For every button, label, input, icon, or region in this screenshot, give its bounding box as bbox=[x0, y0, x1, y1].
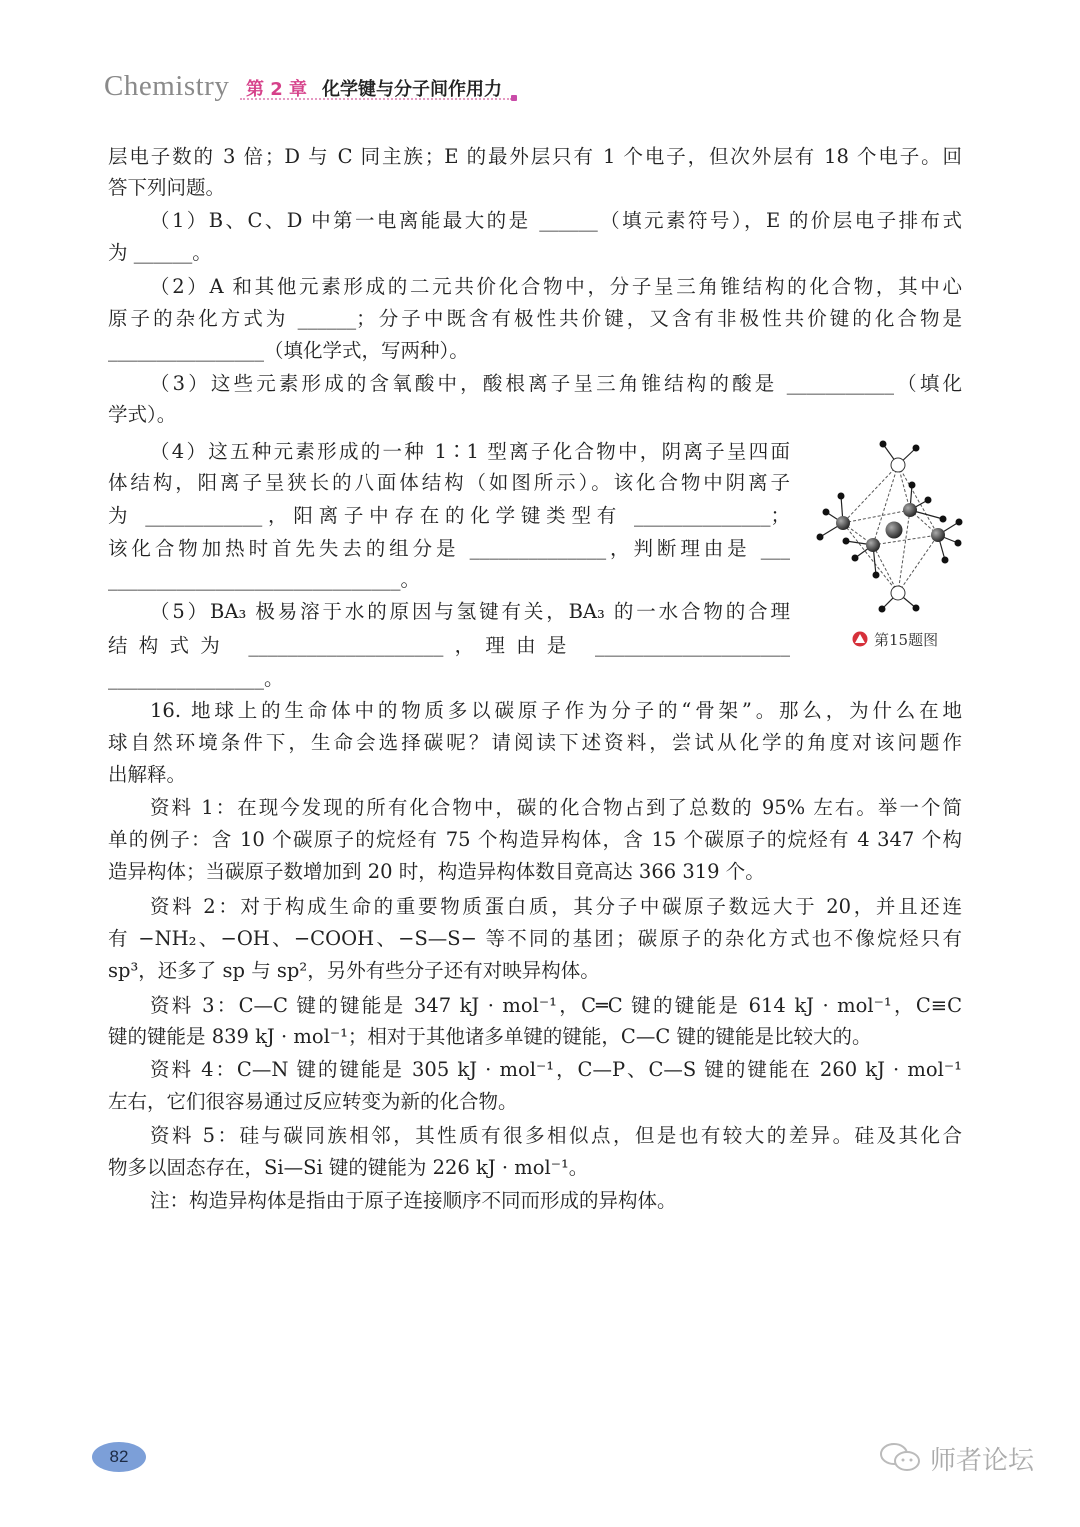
watermark: 师者论坛 bbox=[930, 1446, 1035, 1476]
chapter-number: 第 2 章 bbox=[246, 79, 308, 100]
wechat-icon bbox=[878, 1440, 924, 1478]
material-3: 资料 3：C—C 键的键能是 347 kJ · mol⁻¹，C═C 键的键能是 614 kJ · mol⁻¹，C≡C bbox=[150, 994, 962, 1017]
text-line: 造异构体；当碳原子数增加到 20 时，构造异构体数目竟高达 366 319 个。 bbox=[108, 860, 765, 883]
text-line: 球自然环境条件下，生命会选择碳呢？请阅读下述资料，尝试从化学的角度对该问题作 bbox=[108, 731, 962, 754]
text-line: 单的例子：含 10 个碳原子的烷烃有 75 个构造异构体，含 15 个碳原子的烷烃有 4 347 个构 bbox=[108, 828, 962, 851]
text-line: ________________。 bbox=[108, 667, 284, 690]
text-line: 层电子数的 3 倍；D 与 C 同主族；E 的最外层只有 1 个电子，但次外层有 18 个电子。回 bbox=[108, 145, 962, 168]
text-line: sp³，还多了 sp 与 sp²，另外有些分子还有对映异构体。 bbox=[108, 959, 600, 982]
note: 注：构造异构体是指由于原子连接顺序不同而形成的异构体。 bbox=[150, 1189, 677, 1212]
chapter-title: 化学键与分子间作用力 bbox=[322, 79, 502, 100]
question-15-3: （3）这些元素形成的含氧酸中，酸根离子呈三角锥结构的酸是 ___________（填化 bbox=[150, 372, 962, 395]
text-line: ________________（填化学式，写两种）。 bbox=[108, 339, 469, 362]
text-line: 结构式为 ____________________，理由是 ____________________ bbox=[108, 634, 790, 657]
material-2: 资料 2：对于构成生命的重要物质蛋白质，其分子中碳原子数远大于 20，并且还连 bbox=[150, 895, 962, 918]
text-line: 答下列问题。 bbox=[108, 176, 226, 199]
text-line: 物多以固态存在，Si—Si 键的键能为 226 kJ · mol⁻¹。 bbox=[108, 1156, 589, 1179]
question-15-5: （5）BA₃ 极易溶于水的原因与氢键有关，BA₃ 的一水合物的合理 bbox=[150, 600, 790, 623]
header-rule-end-dot bbox=[511, 95, 517, 101]
text-line: 键的键能是 839 kJ · mol⁻¹；相对于其他诸多单键的键能，C—C 键的键能是比较大的。 bbox=[108, 1025, 872, 1048]
text-line: ______________________________。 bbox=[108, 568, 420, 591]
header-dotted-rule bbox=[240, 98, 512, 100]
question-15-1: （1）B、C、D 中第一电离能最大的是 ______（填元素符号），E 的价层电子排布式 bbox=[150, 209, 962, 232]
text-line: 有 −NH₂、−OH、−COOH、−S—S− 等不同的基团；碳原子的杂化方式也不像烷烃只有 bbox=[108, 927, 962, 950]
question-15-2: （2）A 和其他元素形成的二元共价化合物中，分子呈三角锥结构的化合物，其中心 bbox=[150, 275, 962, 298]
molecule-structure-diagram bbox=[800, 430, 980, 660]
text-line: 学式）。 bbox=[108, 403, 177, 426]
figure-marker-icon bbox=[853, 632, 868, 647]
text-line: 为 ____________，阳离子中存在的化学键类型有 ______________； bbox=[108, 504, 790, 527]
page-number: 82 bbox=[92, 1442, 146, 1472]
question-16: 16. 地球上的生命体中的物质多以碳原子作为分子的“骨架”。那么，为什么在地 bbox=[150, 699, 962, 722]
text-line: 为 ______。 bbox=[108, 241, 212, 264]
text-line: 体结构，阳离子呈狭长的八面体结构（如图所示）。该化合物中阴离子 bbox=[108, 471, 790, 494]
material-5: 资料 5：硅与碳同族相邻，其性质有很多相似点，但是也有较大的差异。硅及其化合 bbox=[150, 1124, 962, 1147]
material-4: 资料 4：C—N 键的键能是 305 kJ · mol⁻¹，C—P、C—S 键的键能在 260 kJ · mol⁻¹ bbox=[150, 1058, 962, 1081]
text-line: 该化合物加热时首先失去的组分是 ______________，判断理由是 ___ bbox=[108, 537, 790, 560]
subject-label: Chemistry bbox=[104, 70, 230, 102]
question-15-4: （4）这五种元素形成的一种 1∶1 型离子化合物中，阴离子呈四面 bbox=[150, 440, 790, 463]
material-1: 资料 1：在现今发现的所有化合物中，碳的化合物占到了总数的 95% 左右。举一个简 bbox=[150, 796, 962, 819]
figure-caption: 第15题图 bbox=[874, 631, 939, 649]
text-line: 左右，它们很容易通过反应转变为新的化合物。 bbox=[108, 1090, 518, 1113]
octahedral-cation-figure bbox=[800, 430, 980, 664]
text-line: 原子的杂化方式为 ______；分子中既含有极性共价键，又含有非极性共价键的化合物是 bbox=[108, 307, 962, 330]
text-line: 出解释。 bbox=[108, 763, 187, 786]
